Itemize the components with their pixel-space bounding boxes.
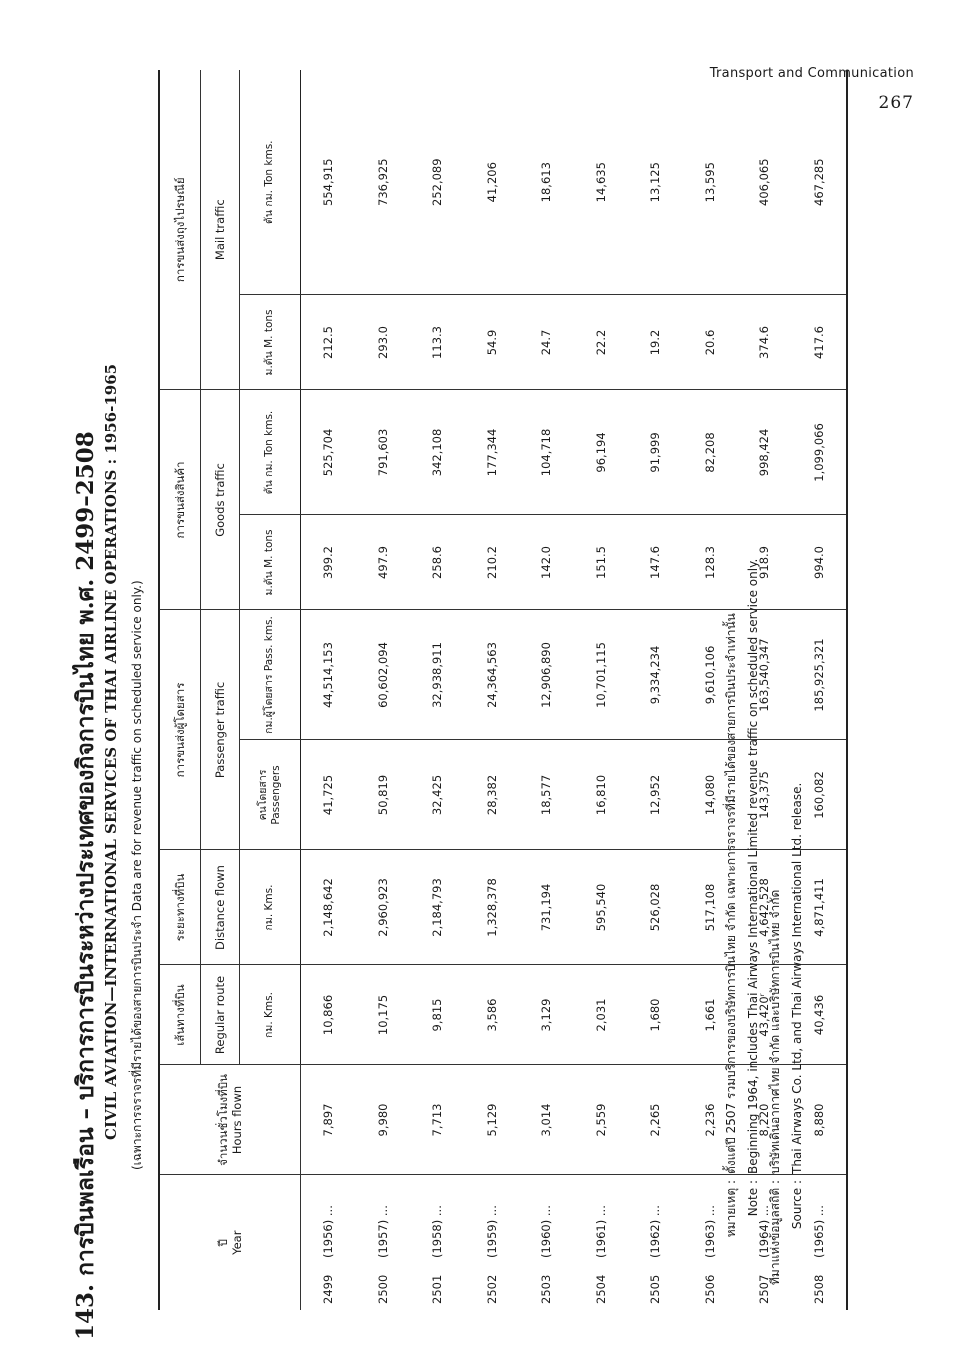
cell-year-ad: (1957) ... (356, 1175, 411, 1260)
cell-hours: 8,880 (792, 1065, 848, 1175)
header-goods-en: Goods traffic (201, 390, 240, 610)
cell-pass-kms: 44,514,153 (301, 610, 356, 740)
cell-pass-kms: 9,610,106 (683, 610, 738, 740)
page-number: 267 (878, 93, 914, 113)
cell-pass-kms: 24,364,563 (465, 610, 520, 740)
cell-goods-tons: 497.9 (356, 515, 411, 610)
cell-goods-tonkms: 104,718 (519, 390, 574, 515)
cell-mail-tons: 19.2 (628, 295, 683, 390)
section-title: Transport and Communication (709, 66, 914, 81)
header-goods-tons-unit: ม.ตัน M. tons (240, 515, 301, 610)
cell-mail-tonkms: 14,635 (593, 162, 608, 203)
cell-pass-kms: 10,701,115 (574, 610, 629, 740)
header-distance-unit: กม. Kms. (240, 850, 301, 965)
table-row (628, 70, 683, 1310)
cell-goods-tons: 128.3 (683, 515, 738, 610)
cell-route: 10,175 (356, 965, 411, 1065)
cell-year-ad: (1962) ... (628, 1175, 683, 1260)
cell-distance: 2,148,642 (301, 850, 356, 965)
cell-year-be: 2507 (757, 1274, 772, 1304)
cell-pass-kms: 9,334,234 (628, 610, 683, 740)
cell-mail-tonkms: 406,065 (757, 158, 772, 206)
source-english-text: Thai Airways Co. Ltd, and Thai Airways International Ltd. release. (790, 782, 804, 1174)
cell-distance: 4,642,528 (737, 850, 792, 965)
table-notes (720, 100, 808, 1300)
cell-mail-tonkms: 41,206 (484, 162, 499, 203)
cell-hours: 2,559 (574, 1065, 629, 1175)
cell-year-be: 2506 (702, 1274, 717, 1304)
header-mail-th: การขนส่งถุงไปรษณีย์ (159, 70, 201, 390)
header-distance-en: Distance flown (201, 850, 240, 965)
cell-route: 40,436 (792, 965, 848, 1065)
table-row (356, 70, 411, 1310)
table-row (301, 70, 356, 1310)
cell-year-ad: (1964) ... (737, 1175, 792, 1260)
cell-distance: 595,540 (574, 850, 629, 965)
cell-hours: 2,236 (683, 1065, 738, 1175)
cell-passengers: 14,080 (683, 740, 738, 850)
cell-distance: 1,328,378 (465, 850, 520, 965)
cell-year-ad: (1956) ... (301, 1175, 356, 1260)
header-route-unit: กม. Kms. (240, 965, 301, 1065)
cell-passengers: 32,425 (410, 740, 465, 850)
header-mail-tons-unit: ม.ตัน M. tons (240, 295, 301, 390)
cell-mail-tonkms: 467,285 (792, 70, 848, 295)
cell-mail-tonkms: 18,613 (539, 162, 554, 203)
cell-mail-tons: 212.5 (301, 295, 356, 390)
table-row (519, 70, 574, 1310)
cell-pass-kms: 12,906,890 (519, 610, 574, 740)
source-thai-text: บริษัทเดินอากาศไทย จำกัด และบริษัทการบินไทย จำกัด (768, 889, 782, 1174)
cell-distance: 731,194 (519, 850, 574, 965)
cell-pass-kms: 185,925,321 (792, 610, 848, 740)
cell-mail-tons: 24.7 (519, 295, 574, 390)
cell-distance: 2,960,923 (356, 850, 411, 965)
cell-goods-tons: 918.9 (737, 515, 792, 610)
header-distance-th: ระยะทางที่บิน (159, 850, 201, 965)
cell-year-be: 2505 (648, 1274, 663, 1304)
cell-passengers: 160,082 (792, 740, 848, 850)
cell-year-ad: (1961) ... (574, 1175, 629, 1260)
header-year (159, 1175, 301, 1310)
cell-passengers: 143,375 (737, 740, 792, 850)
cell-goods-tons: 151.5 (574, 515, 629, 610)
cell-mail-tonkms: 252,089 (430, 158, 445, 206)
header-year-th: ปี (215, 1239, 230, 1247)
cell-mail-tons: 293.0 (356, 295, 411, 390)
cell-goods-tonkms: 342,108 (410, 390, 465, 515)
cell-route: 3,586 (465, 965, 520, 1065)
cell-route: 1,661 (683, 965, 738, 1065)
cell-goods-tons: 258.6 (410, 515, 465, 610)
table-row (410, 70, 465, 1310)
cell-distance: 526,028 (628, 850, 683, 965)
rotated-table-page (30, 40, 910, 1340)
header-route-en: Regular route (201, 965, 240, 1065)
cell-goods-tons: 210.2 (465, 515, 520, 610)
cell-mail-tons: 374.6 (737, 295, 792, 390)
cell-mail-tons: 54.9 (465, 295, 520, 390)
cell-passengers: 50,819 (356, 740, 411, 850)
cell-passengers: 18,577 (519, 740, 574, 850)
cell-year-ad: (1965) ... (792, 1175, 848, 1260)
cell-pass-kms: 163,540,347 (737, 610, 792, 740)
cell-hours: 7,897 (301, 1065, 356, 1175)
header-year-en: Year (230, 1230, 244, 1255)
header-passengers-unit: คนโดยสาร Passengers (240, 740, 301, 850)
note-english (742, 100, 764, 1300)
remark-thai-text: ตั้งแต่ปี 2507 รวมบริการของบริษัทการบินไทย จำกัด เฉพาะการจราจรที่มีรายได้ของสายการบินประจำเท่านั้น (724, 613, 738, 1174)
cell-route: 9,815 (410, 965, 465, 1065)
note-english-text: Beginning 1964, includes Thai Airways International Limited revenue traffic on scheduled service only. (746, 558, 760, 1174)
cell-goods-tonkms: 791,603 (356, 390, 411, 515)
cell-goods-tonkms: 998,424 (737, 390, 792, 515)
cell-distance: 4,871,411 (792, 850, 848, 965)
cell-goods-tonkms: 1,099,066 (792, 390, 848, 515)
table-title-thai: 143. การบินพลเรือน – บริการการบินระหว่างประเทศของกิจการบินไทย พ.ศ. 2499–2508 (72, 431, 99, 1340)
cell-hours: 2,265 (628, 1065, 683, 1175)
cell-year-be: 2508 (792, 1260, 848, 1310)
cell-hours: 5,129 (465, 1065, 520, 1175)
header-passenger-en: Passenger traffic (201, 610, 240, 850)
cell-year-ad: (1958) ... (410, 1175, 465, 1260)
cell-year-be: 2501 (430, 1274, 445, 1304)
cell-route: 10,866 (301, 965, 356, 1065)
remark-thai (720, 100, 742, 1300)
cell-pass-kms: 32,938,911 (410, 610, 465, 740)
cell-goods-tonkms: 96,194 (574, 390, 629, 515)
cell-hours: 9,980 (356, 1065, 411, 1175)
remark-thai-key: หมายเหตุ : (724, 1180, 738, 1238)
cell-route: 1,680 (628, 965, 683, 1065)
cell-mail-tons: 417.6 (792, 295, 848, 390)
cell-mail-tonkms: 554,915 (321, 158, 336, 206)
source-thai (764, 100, 786, 1300)
cell-year-be: 2504 (593, 1274, 608, 1304)
cell-year-ad: (1959) ... (465, 1175, 520, 1260)
cell-goods-tonkms: 82,208 (683, 390, 738, 515)
cell-route: 43,420ʳ (737, 965, 792, 1065)
cell-hours: 7,713 (410, 1065, 465, 1175)
cell-distance: 517,108 (683, 850, 738, 965)
note-english-key: Note : (746, 1180, 760, 1217)
cell-year-be: 2503 (539, 1274, 554, 1304)
cell-hours: 8,220 (737, 1065, 792, 1175)
cell-year-be: 2502 (484, 1274, 499, 1304)
cell-hours: 3,014 (519, 1065, 574, 1175)
cell-route: 3,129 (519, 965, 574, 1065)
header-goods-tonkms-unit: ตัน กม. Ton kms. (240, 390, 301, 515)
source-thai-key: ที่มาแห่งข้อมูลสถิติ : (768, 1180, 782, 1285)
cell-mail-tonkms: 13,595 (702, 162, 717, 203)
table-title-english: CIVIL AVIATION—INTERNATIONAL SERVICES OF THAI AIRLINE OPERATIONS : 1956-1965 (102, 363, 120, 1140)
header-goods-th: การขนส่งสินค้า (159, 390, 201, 610)
header-hours-th: จำนวนชั่วโมงที่บิน (215, 1074, 230, 1166)
cell-goods-tonkms: 177,344 (465, 390, 520, 515)
cell-passengers: 12,952 (628, 740, 683, 850)
cell-goods-tons: 142.0 (519, 515, 574, 610)
cell-passengers: 16,810 (574, 740, 629, 850)
cell-mail-tons: 20.6 (683, 295, 738, 390)
cell-year-ad: (1960) ... (519, 1175, 574, 1260)
cell-goods-tonkms: 91,999 (628, 390, 683, 515)
cell-goods-tons: 147.6 (628, 515, 683, 610)
header-passenger-th: การขนส่งผู้โดยสาร (159, 610, 201, 850)
header-mail-tonkms-unit: ตัน กม. Ton kms. (263, 140, 276, 224)
header-route-th: เส้นทางที่บิน (159, 965, 201, 1065)
header-pass-kms-unit: กม.ผู้โดยสาร Pass. kms. (240, 610, 301, 740)
table-row (465, 70, 520, 1310)
header-hours (159, 1065, 301, 1175)
table-subtitle: (เฉพาะการจราจรที่มีรายได้ของสายการบินประจำ Data are for revenue traffic on scheduled service only.) (130, 580, 144, 1170)
cell-mail-tons: 113.3 (410, 295, 465, 390)
cell-mail-tonkms: 736,925 (375, 158, 390, 206)
cell-goods-tons: 994.0 (792, 515, 848, 610)
cell-mail-tons: 22.2 (574, 295, 629, 390)
header-hours-en: Hours flown (230, 1085, 244, 1155)
cell-route: 2,031 (574, 965, 629, 1065)
cell-pass-kms: 60,602,094 (356, 610, 411, 740)
table-header (159, 70, 301, 1310)
cell-year-ad: (1963) ... (683, 1175, 738, 1260)
header-mail-en: Mail traffic (201, 70, 240, 390)
cell-passengers: 41,725 (301, 740, 356, 850)
source-english (786, 100, 808, 1300)
cell-distance: 2,184,793 (410, 850, 465, 965)
cell-year-be: 2499 (321, 1274, 336, 1304)
cell-mail-tonkms: 13,125 (648, 162, 663, 203)
cell-goods-tonkms: 525,704 (301, 390, 356, 515)
cell-passengers: 28,382 (465, 740, 520, 850)
cell-year-be: 2500 (375, 1274, 390, 1304)
table-row (574, 70, 629, 1310)
cell-goods-tons: 399.2 (301, 515, 356, 610)
source-english-key: Source : (790, 1180, 804, 1230)
